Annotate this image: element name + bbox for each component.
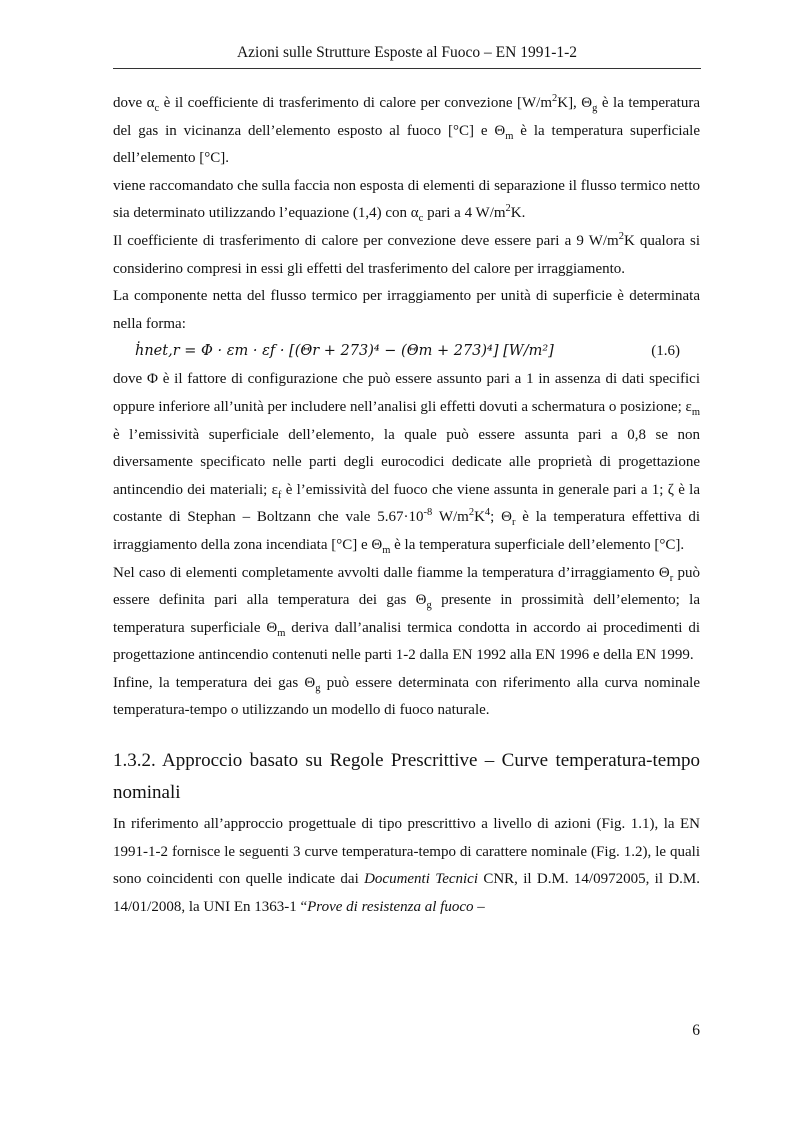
equation-number: (1.6) [651, 343, 680, 360]
page-number: 6 [692, 1022, 700, 1039]
paragraph-convection-definitions: dove $\alpha_c$ è il coefficiente di trasferimento di calore per convezione $[W/m^2K]$, $\Theta_g$ è la temperatura del gas in vicinanza dell’elemento esposto al fuoco [°C] e $\Theta_m$ è la temperatura superficiale dell’elemento [°C]. [113, 93, 700, 167]
paragraph-gas-temperature: Infine, la temperatura dei gas $\Theta_g$ può essere determinata con riferimento alla curva nominale temperatura-tempo o utilizzando un modello di fuoco naturale. [113, 674, 700, 719]
paragraph-unexposed-face: viene raccomandato che sulla faccia non esposta di elementi di separazione il flusso termico netto sia determinato utilizzando l’equazione (1,4) con $\alpha_c$ pari a 4 $W/m^2K$. [113, 177, 700, 225]
page-body [113, 90, 700, 921]
running-header: Azioni sulle Strutture Esposte al Fuoco – EN 1991-1-2 [236, 44, 578, 61]
paragraph-configuration-factor: dove Φ è il fattore di configurazione che può essere assunto pari a 1 in assenza di dati specifici oppure inferiore all’unità per includere nell’analisi gli effetti dovuti a schermatura o posizione; $\varepsilon_m$ è l’emissività superficiale dell’elemento, la quale può essere assunta pari a 0,8 se non diversamente specificato nelle parti degli eurocodici dedicate alle proprietà di progettazione antincendio dei materiali; $\varepsilon_f$ è l’emissività del fuoco che viene assunta in generale pari a 1; ζ è la costante di Stephan – Boltzann che vale $5.67\cdot 10^{-8}$ $W/m^2K^4$; $\Theta_r$ è la temperatura effettiva di irraggiamento della zona incendiata [°C] e $\Theta_m$ è la temperatura superficiale dell’elemento [°C]. [113, 371, 701, 556]
equation-body: ḣnet,r = Φ · εm · εf · [(Θr + 273)⁴ − (Θm + 273)⁴] [W/m²] [135, 343, 554, 360]
section-heading: 1.3.2. Approccio basato su Regole Prescrittive – Curve temperatura-tempo nominali [113, 750, 700, 804]
equation-1-6 [113, 338, 700, 366]
paragraph-engulfed-elements: Nel caso di elementi completamente avvolti dalle fiamme la temperatura d’irraggiamento $\Theta_r$ può essere definita pari alla temperatura dei gas $\Theta_g$ presente in prossimità dell’elemento; la temperatura superficiale $\Theta_m$ deriva dall’analisi termica condotta in accordo ai procedimenti di progettazione antincendio contenuti nelle parti 1-2 dalla EN 1992 alla EN 1996 e della EN 1999. [113, 564, 701, 664]
paragraph-radiative-flux-intro: La componente netta del flusso termico per irraggiamento per unità di superficie è determinata nella forma: [113, 288, 700, 332]
header-divider [113, 68, 701, 69]
paragraph-convection-coefficient: Il coefficiente di trasferimento di calore per convezione deve essere pari a 9 $W/m^2K$ qualora si considerino compresi in essi gli effetti del trasferimento del calore per irraggiamento. [113, 230, 700, 277]
paragraph-prescriptive-approach: In riferimento all’approccio progettuale di tipo prescrittivo a livello di azioni (Fig. 1.1), la EN 1991-1-2 fornisce le seguenti 3 curve temperatura-tempo di carattere nominale (Fig. 1.2), le quali sono coincidenti con quelle indicate dai Documenti Tecnici CNR, il D.M. 14/0972005, il D.M. 14/01/2008, la UNI En 1363-1 “Prove di resistenza al fuoco – [113, 816, 700, 915]
